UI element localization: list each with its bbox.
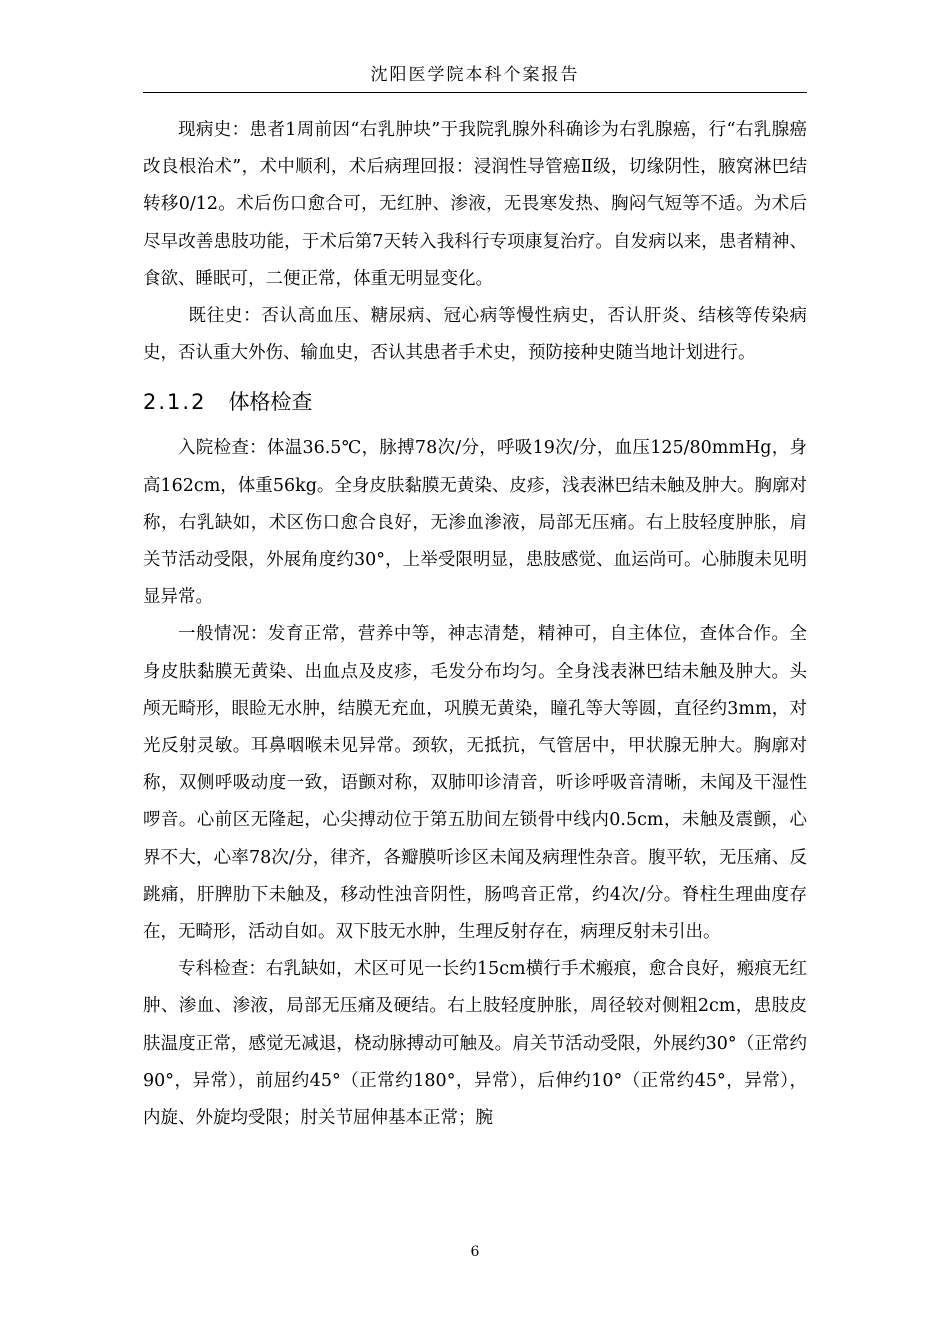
page-header xyxy=(143,58,807,93)
specialty-exam-paragraph: 专科检查：右乳缺如，术区可见一长约15cm横行手术瘢痕，愈合良好，瘢痕无红肿、渗血、渗液，局部无压痛及硬结。右上肢轻度肿胀，周径较对侧粗2cm，患肢皮肤温度正常，感觉无减退，桡动脉搏动可触及。肩关节活动受限，外展约30°（正常约90°，异常），前屈约45°（正常约180°，异常），后伸约10°（正常约45°，异常），内旋、外旋均受限；肘关节屈伸基本正常；腕 xyxy=(143,959,807,1129)
admission-exam-paragraph: 入院检查：体温36.5℃，脉搏78次/分，呼吸19次/分，血压125/80mmHg，身高162cm，体重56kg。全身皮肤黏膜无黄染、皮疹，浅表淋巴结未触及肿大。胸廓对称，右乳缺如，术区伤口愈合良好，无渗血渗液，局部无压痛。右上肢轻度肿胀，肩关节活动受限，外展角度约30°，上举受限明显，患肢感觉、血运尚可。心肺腹未见明显异常。 xyxy=(143,438,807,608)
header-title: 沈阳医学院本科个案报告 xyxy=(370,65,580,85)
section-heading xyxy=(143,382,807,422)
section-number: 2.1.2 xyxy=(143,390,207,415)
document-body xyxy=(143,112,807,1137)
past-history-paragraph: 既往史：否认高血压、糖尿病、冠心病等慢性病史，否认肝炎、结核等传染病史，否认重大外伤、输血史，否认其患者手术史，预防接种史随当地计划进行。 xyxy=(143,306,807,364)
page-number: 6 xyxy=(470,1244,480,1260)
general-condition-paragraph: 一般情况：发育正常，营养中等，神志清楚，精神可，自主体位，查体合作。全身皮肤黏膜无黄染、出血点及皮疹，毛发分布均匀。全身浅表淋巴结未触及肿大。头颅无畸形，眼睑无水肿，结膜无充血，巩膜无黄染，瞳孔等大等圆，直径约3mm，对光反射灵敏。耳鼻咽喉未见异常。颈软，无抵抗，气管居中，甲状腺无肿大。胸廓对称，双侧呼吸动度一致，语颤对称，双肺叩诊清音，听诊呼吸音清晰，未闻及干湿性啰音。心前区无隆起，心尖搏动位于第五肋间左锁骨中线内0.5cm，未触及震颤，心界不大，心率78次/分，律齐，各瓣膜听诊区未闻及病理性杂音。腹平软，无压痛、反跳痛，肝脾肋下未触及，移动性浊音阴性，肠鸣音正常，约4次/分。脊柱生理曲度存在，无畸形，活动自如。双下肢无水肿，生理反射存在，病理反射未引出。 xyxy=(143,624,807,943)
section-title: 体格检查 xyxy=(228,390,313,415)
present-illness-paragraph: 现病史：患者1周前因“右乳肿块”于我院乳腺外科确诊为右乳腺癌，行“右乳腺癌改良根治术”，术中顺利，术后病理回报：浸润性导管癌Ⅱ级，切缘阴性，腋窝淋巴结转移0/12。术后伤口愈合可，无红肿、渗液，无畏寒发热、胸闷气短等不适。为术后尽早改善患肢功能，于术后第7天转入我科行专项康复治疗。自发病以来，患者精神、食欲、睡眠可，二便正常，体重无明显变化。 xyxy=(143,120,807,289)
